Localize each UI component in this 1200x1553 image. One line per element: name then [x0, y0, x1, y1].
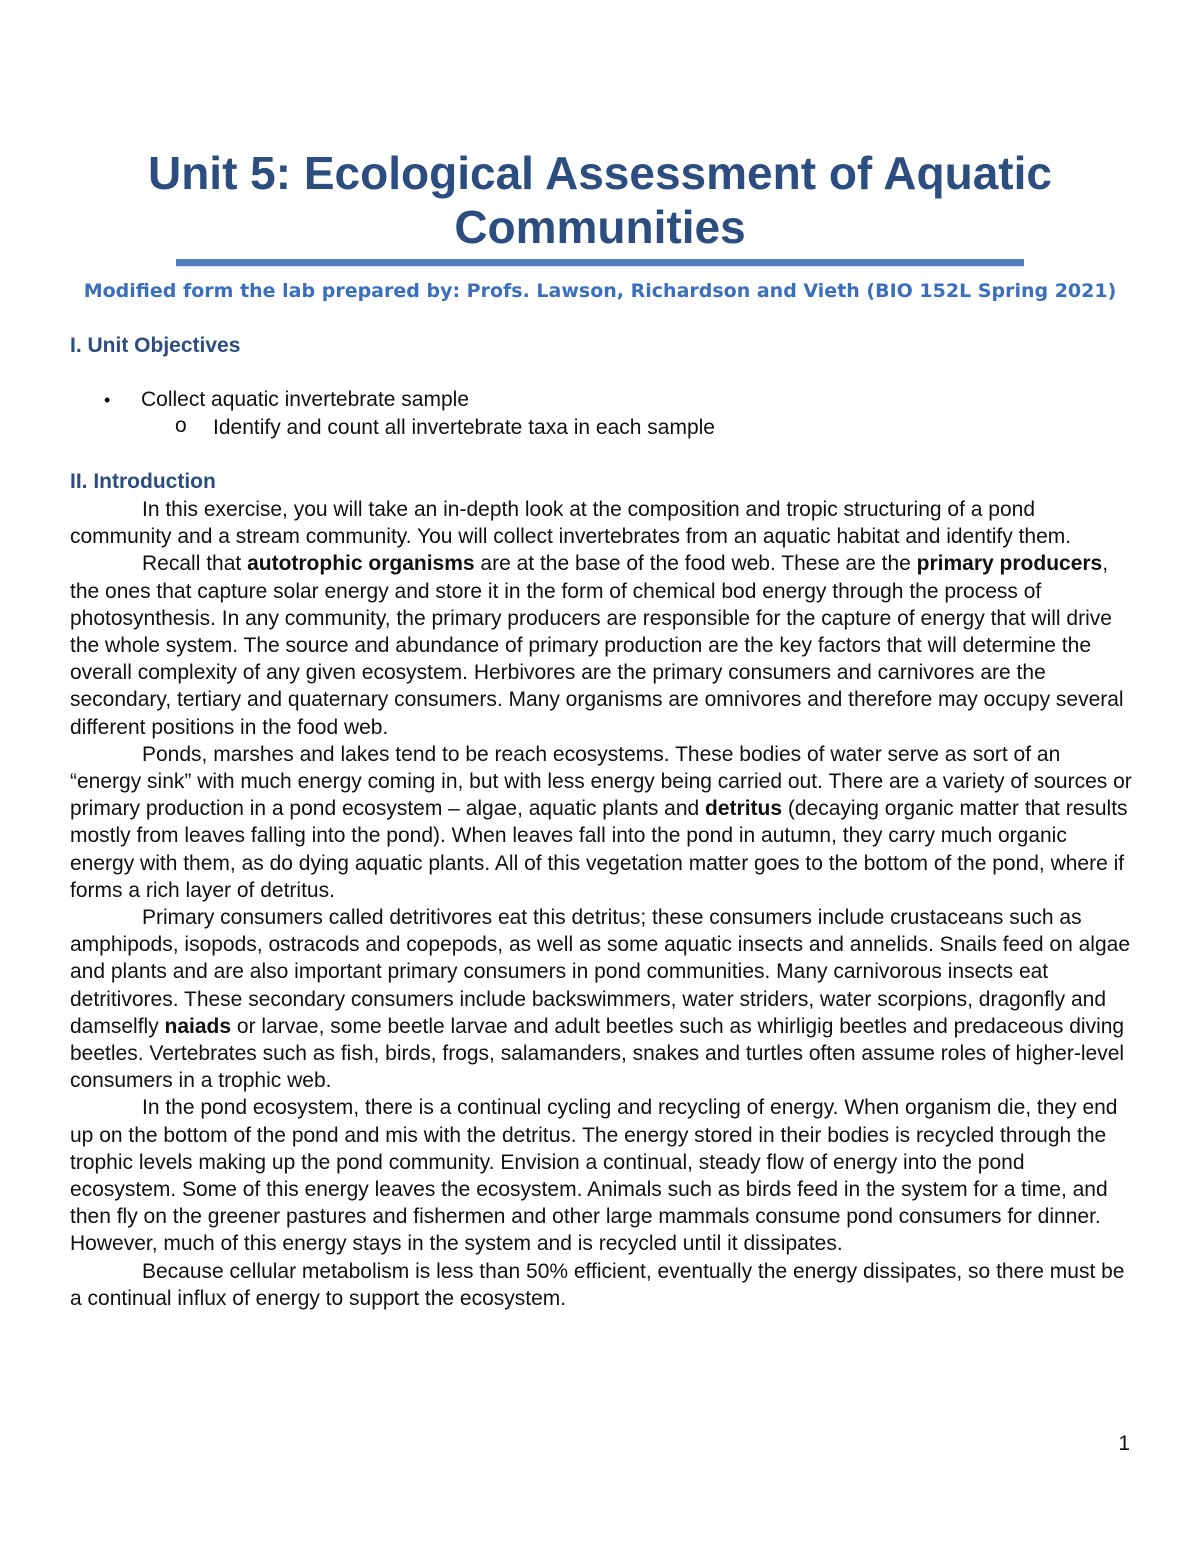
document-subtitle: Modified form the lab prepared by: Profs. Lawson, Richardson and Vieth (BIO 152L Spring 2021) [83, 280, 1117, 302]
term-naiads: naiads [164, 1014, 232, 1038]
intro-paragraph-2 [70, 550, 1132, 740]
bullet-icon: • [104, 390, 111, 410]
title-divider [176, 259, 1024, 267]
term-detritus: detritus [705, 797, 783, 821]
intro-paragraph-4 [70, 904, 1132, 1094]
term-autotrophic-organisms: autotrophic organisms [247, 552, 475, 576]
text-run: Ponds, marshes and lakes tend to be reach ecosystems. These bodies of water serve as sort of an “energy sink” with much energy coming in, but with less energy being carried out. There are a variety of sources or primary production in a pond ecosystem – algae, aquatic plants and [70, 742, 1132, 821]
document-title: Unit 5: Ecological Assessment of Aquatic Communities [147, 147, 1052, 253]
text-run: Recall that [142, 552, 248, 576]
circle-bullet-icon: o [175, 414, 187, 437]
text-run: or larvae, some beetle larvae and adult beetles such as whirligig beetles and predaceous diving beetles. Vertebrates such as fish, birds, frogs, salamanders, snakes and turtles often assume roles of higher-level consumers in a trophic web. [70, 1014, 1125, 1093]
text-run: , the ones that capture solar energy and store it in the form of chemical bod energy through the process of photosynthesis. In any community, the primary producers are responsible for the capture of energy that will drive the whole system. The source and abundance of primary production are the key factors that will determine the overall complexity of any given ecosystem. Herbivores are the primary consumers and carnivores are the secondary, tertiary and quaternary consumers. Many organisms are omnivores and therefore may occupy several different positions in the food web. [70, 552, 1124, 739]
page-number: 1 [1118, 1432, 1130, 1455]
intro-paragraph-5: In the pond ecosystem, there is a continual cycling and recycling of energy. When organism die, they end up on the bottom of the pond and mis with the detritus. The energy stored in their bodies is recycled through the trophic levels making up the pond community. Envision a continual, steady flow of energy into the pond ecosystem. Some of this energy leaves the ecosystem. Animals such as birds feed in the system for a time, and then fly on the greener pastures and fishermen and other large mammals consume pond consumers for dinner. However, much of this energy stays in the system and is recycled until it dissipates. [70, 1096, 1118, 1256]
text-run: (decaying organic matter that results mostly from leaves falling into the pond). When leaves fall into the pond in autumn, they carry much organic energy with them, as do dying aquatic plants. All of this vegetation matter goes to the bottom of the pond, where if forms a rich layer of detritus. [70, 797, 1128, 902]
introduction-heading: II. Introduction [70, 470, 216, 493]
text-run: Primary consumers called detritivores eat this detritus; these consumers include crustaceans such as amphipods, isopods, ostracods and copepods, as well as some aquatic insects and annelids. Snails feed on algae and plants and are also important primary consumers in pond communities. Many carnivorous insects eat detritivores. These secondary consumers include backswimmers, water striders, water scorpions, dragonfly and damselfly [70, 906, 1130, 1038]
objective-subitem-text: Identify and count all invertebrate taxa in each sample [213, 416, 715, 439]
introduction-body [70, 496, 1132, 1312]
intro-paragraph-6: Because cellular metabolism is less than 50% efficient, eventually the energy dissipates, so there must be a continual influx of energy to support the ecosystem. [70, 1259, 1125, 1310]
objectives-heading: I. Unit Objectives [70, 334, 241, 357]
term-primary-producers: primary producers [916, 552, 1103, 576]
intro-paragraph-3 [70, 741, 1132, 904]
objective-item-text: Collect aquatic invertebrate sample [141, 388, 470, 411]
intro-paragraph-1: In this exercise, you will take an in-depth look at the composition and tropic structuring of a pond community and a stream community. You will collect invertebrates from an aquatic habitat and identify them. [70, 498, 1072, 549]
text-run: are at the base of the food web. These are the [474, 552, 917, 576]
